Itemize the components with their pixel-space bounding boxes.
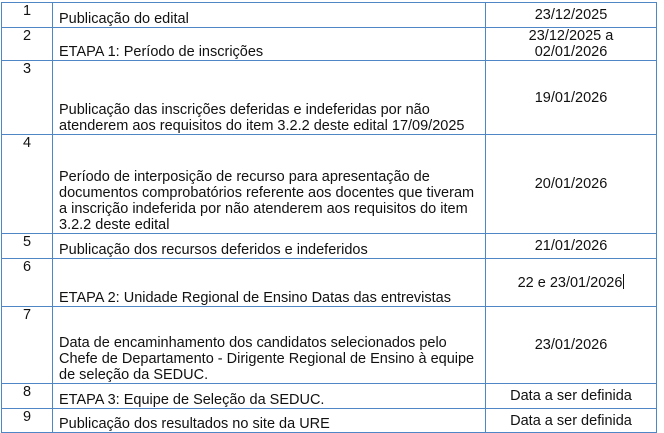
row-description: Data de encaminhamento dos candidatos selecionados pelo Chefe de Departamento - Dirigente Regional de Ensino à equipe de seleção da SEDUC. xyxy=(53,307,486,384)
table-row xyxy=(2,234,657,259)
row-description: Período de interposição de recurso para apresentação de documentos comprobatórios referente aos docentes que tiveram a inscrição indeferida por não atenderem aos requisitos do item 3.2.2 deste edital xyxy=(53,135,486,234)
row-number: 4 xyxy=(2,135,53,234)
row-date: 21/01/2026 xyxy=(486,234,657,259)
row-date: 23/12/2025 xyxy=(486,3,657,28)
row-date: 23/12/2025 a 02/01/2026 xyxy=(486,28,657,61)
row-date: Data a ser definida xyxy=(486,409,657,433)
row-number: 9 xyxy=(2,409,53,433)
row-date: 19/01/2026 xyxy=(486,61,657,135)
row-date-text: 22 e 23/01/2026 xyxy=(517,275,623,291)
schedule-table xyxy=(1,2,657,433)
row-number: 6 xyxy=(2,259,53,307)
row-description: ETAPA 3: Equipe de Seleção da SEDUC. xyxy=(53,384,486,409)
table-row xyxy=(2,61,657,135)
table-row xyxy=(2,307,657,384)
row-number: 1 xyxy=(2,3,53,28)
table-row xyxy=(2,3,657,28)
row-number: 3 xyxy=(2,61,53,135)
table-row xyxy=(2,259,657,307)
table-row xyxy=(2,384,657,409)
row-number: 8 xyxy=(2,384,53,409)
row-date xyxy=(486,259,657,307)
text-cursor xyxy=(623,274,624,289)
row-description: ETAPA 1: Período de inscrições xyxy=(53,28,486,61)
row-description: Publicação das inscrições deferidas e indeferidas por não atenderem aos requisitos do item 3.2.2 deste edital 17/09/2025 xyxy=(53,61,486,135)
row-date: Data a ser definida xyxy=(486,384,657,409)
row-date: 23/01/2026 xyxy=(486,307,657,384)
row-description: Publicação do edital xyxy=(53,3,486,28)
row-description: ETAPA 2: Unidade Regional de Ensino Datas das entrevistas xyxy=(53,259,486,307)
row-description: Publicação dos resultados no site da URE xyxy=(53,409,486,433)
table-row xyxy=(2,135,657,234)
table-row xyxy=(2,409,657,433)
row-number: 5 xyxy=(2,234,53,259)
row-description: Publicação dos recursos deferidos e indeferidos xyxy=(53,234,486,259)
row-number: 2 xyxy=(2,28,53,61)
row-date: 20/01/2026 xyxy=(486,135,657,234)
row-number: 7 xyxy=(2,307,53,384)
table-row xyxy=(2,28,657,61)
